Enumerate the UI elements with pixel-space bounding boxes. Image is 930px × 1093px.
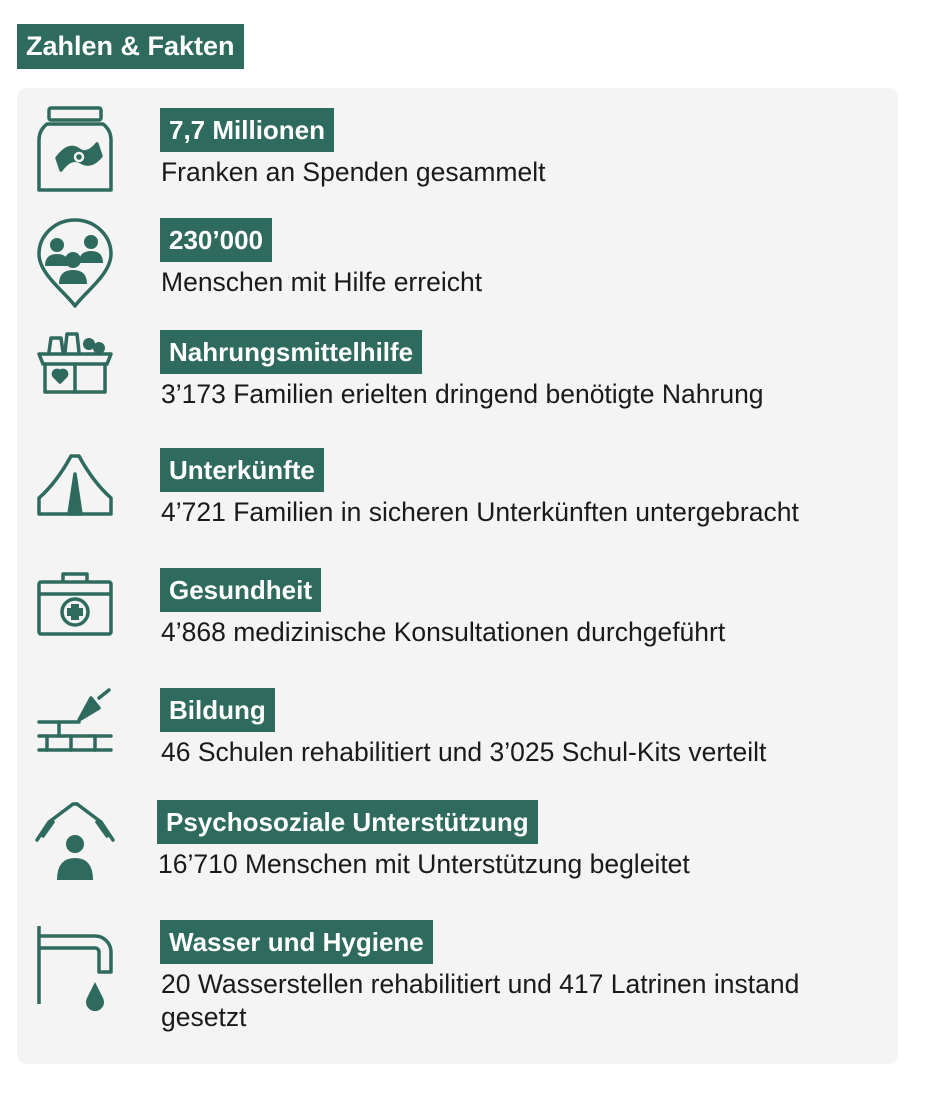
- fact-description: 46 Schulen rehabilitiert und 3’025 Schul-Kits verteilt: [161, 737, 767, 767]
- fact-title: 7,7 Millionen: [160, 108, 334, 152]
- fact-title: Gesundheit: [160, 568, 321, 612]
- fact-description: 16’710 Menschen mit Unterstützung begleitet: [158, 849, 690, 879]
- fact-title: 230’000: [160, 218, 272, 262]
- fact-title: Bildung: [160, 688, 275, 732]
- fact-description: Franken an Spenden gesammelt: [161, 157, 546, 187]
- fact-title: Psychosoziale Unterstützung: [157, 800, 538, 844]
- page-title: Zahlen & Fakten: [17, 24, 244, 69]
- fact-description: 4’721 Familien in sicheren Unterkünften untergebracht: [161, 497, 799, 527]
- people-location-pin-icon: [35, 218, 115, 308]
- facts-panel: [17, 88, 898, 1064]
- water-tap-icon: [35, 926, 115, 1016]
- fact-title: Wasser und Hygiene: [160, 920, 433, 964]
- donation-jar-icon: [35, 106, 115, 196]
- tent-icon: [35, 448, 115, 538]
- fact-description: 3’173 Familien erielten dringend benötigte Nahrung: [161, 379, 764, 409]
- fact-description: 20 Wasserstellen rehabilitiert und 417 Latrinen instand gesetzt: [161, 969, 800, 1032]
- fact-title: Unterkünfte: [160, 448, 324, 492]
- fact-description: 4’868 medizinische Konsultationen durchgeführt: [161, 617, 726, 647]
- fact-title: Nahrungsmittelhilfe: [160, 330, 422, 374]
- fact-description: Menschen mit Hilfe erreicht: [161, 267, 483, 297]
- sheltering-hands-icon: [35, 796, 115, 886]
- first-aid-kit-icon: [35, 568, 115, 658]
- brick-trowel-icon: [35, 688, 115, 778]
- food-box-icon: [35, 330, 115, 420]
